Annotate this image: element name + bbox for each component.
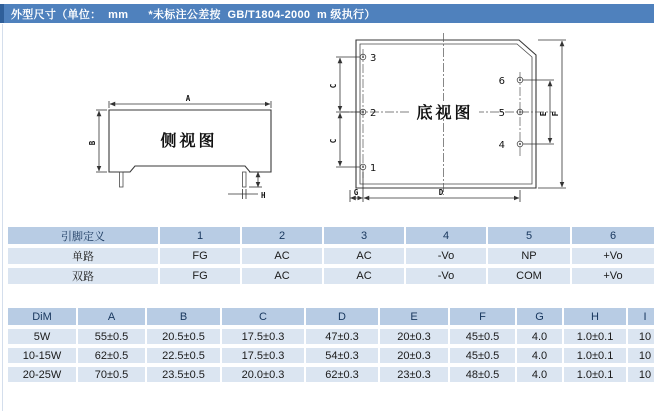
pin-table-cell: AC (242, 248, 322, 264)
bottom-view-title: 底视图 (416, 103, 474, 122)
dim-table-cell: 4.0 (517, 329, 562, 344)
pin-table-row-dual (8, 268, 654, 284)
pin-table-cell: AC (324, 268, 404, 284)
dimension-table (6, 304, 654, 386)
dim-table-header-cell: F (450, 308, 515, 325)
pin-table-header-row (8, 227, 654, 244)
dim-table-cell: 23.5±0.5 (147, 367, 220, 382)
dim-label-A: A (185, 94, 191, 103)
dim-table-cell: 55±0.5 (78, 329, 145, 344)
pin-label-2: 2 (370, 108, 377, 119)
dim-table-row-5w (8, 329, 654, 344)
pin-table-header-cell: 3 (324, 227, 404, 244)
pin-table-header-cell: 引脚定义 (8, 227, 158, 244)
dim-table-cell: 45±0.5 (450, 348, 515, 363)
dim-table-cell: 20±0.3 (380, 329, 448, 344)
dim-label-G: G (353, 188, 359, 197)
pin-table-cell: FG (160, 268, 240, 284)
pin-table-cell: AC (242, 268, 322, 284)
pin-table-header-cell: 6 (572, 227, 654, 244)
pin-label-3: 3 (370, 53, 377, 64)
pin-table-cell: AC (324, 248, 404, 264)
dim-table-cell: 47±0.3 (306, 329, 378, 344)
pin-table-header-cell: 1 (160, 227, 240, 244)
dim-table-header-cell: I (628, 308, 654, 325)
pin-table-cell: NP (488, 248, 570, 264)
dim-label-D: D (438, 188, 444, 197)
pin-table-cell: -Vo (406, 248, 486, 264)
dim-table-cell: 4.0 (517, 367, 562, 382)
pin-4-dot (519, 143, 521, 145)
dim-table-cell: 1.0±0.1 (564, 367, 626, 382)
side-view-drawing (88, 94, 271, 200)
pin-table-cell: FG (160, 248, 240, 264)
pin-label-1: 1 (370, 163, 377, 174)
pin-label-6: 6 (498, 76, 505, 87)
dim-table-header-cell: DiM (8, 308, 76, 325)
pin-table-header-cell: 2 (242, 227, 322, 244)
dim-table-header-row (8, 308, 654, 325)
dim-table-cell: 4.0 (517, 348, 562, 363)
pin-label-4: 4 (498, 140, 505, 151)
dim-table-header-cell: E (380, 308, 448, 325)
pin-3-dot (362, 56, 364, 58)
dim-table-header-cell: C (222, 308, 304, 325)
dim-table-cell: 10-15W (8, 348, 76, 363)
dim-table-cell: 1.0±0.1 (564, 329, 626, 344)
pin-table-cell: 双路 (8, 268, 158, 284)
pin-table-cell: COM (488, 268, 570, 284)
dim-table-header-cell: D (306, 308, 378, 325)
dim-table-cell: 20±0.3 (380, 348, 448, 363)
dim-label-C-lower: C (329, 138, 338, 144)
pin-5-dot (519, 111, 521, 113)
dim-table-cell: 17.5±0.3 (222, 329, 304, 344)
dim-label-H: H (261, 191, 266, 200)
pin-2-dot (362, 111, 364, 113)
dim-table-cell: 5W (8, 329, 76, 344)
dim-label-C-upper: C (329, 83, 338, 89)
pin-label-5: 5 (498, 108, 505, 119)
dim-table-cell: 20-25W (8, 367, 76, 382)
dim-label-F: F (551, 111, 560, 117)
dim-table-header-cell: B (147, 308, 220, 325)
dim-table-cell: 23±0.3 (380, 367, 448, 382)
dim-table-row-10-15w (8, 348, 654, 363)
dim-table-header-cell: A (78, 308, 145, 325)
dim-label-B: B (88, 140, 97, 146)
pin-table-header-cell: 4 (406, 227, 486, 244)
dim-table-cell: 10 (628, 348, 654, 363)
side-view-title: 侧视图 (160, 131, 218, 150)
side-view-pin-right (243, 172, 247, 187)
dim-table-cell: 54±0.3 (306, 348, 378, 363)
dim-table-row-20-25w (8, 367, 654, 382)
dim-table-cell: 1.0±0.1 (564, 348, 626, 363)
pin-1-dot (362, 166, 364, 168)
pin-table-cell: -Vo (406, 268, 486, 284)
bottom-view-drawing (329, 33, 566, 202)
pin-table-header-cell: 5 (488, 227, 570, 244)
pin-6-dot (519, 79, 521, 81)
pin-table-row-single (8, 248, 654, 264)
dim-table-cell: 62±0.3 (306, 367, 378, 382)
dim-table-cell: 20.5±0.5 (147, 329, 220, 344)
dim-table-header-cell: H (564, 308, 626, 325)
pin-table-cell: +Vo (572, 268, 654, 284)
pin-table-cell: 单路 (8, 248, 158, 264)
dim-table-cell: 45±0.5 (450, 329, 515, 344)
pin-table-cell: +Vo (572, 248, 654, 264)
dim-table-cell: 20.0±0.3 (222, 367, 304, 382)
pin-definition-table (6, 223, 654, 288)
dim-table-cell: 17.5±0.3 (222, 348, 304, 363)
dim-label-E: E (539, 111, 548, 117)
dim-table-cell: 70±0.5 (78, 367, 145, 382)
dim-table-cell: 62±0.5 (78, 348, 145, 363)
side-view-pin-left (120, 172, 124, 187)
dim-table-cell: 48±0.5 (450, 367, 515, 382)
dim-table-cell: 22.5±0.5 (147, 348, 220, 363)
section-title: 外型尺寸（单位： mm *未标注公差按 GB/T1804-2000 m 级执行） (11, 8, 376, 21)
dim-table-cell: 10 (628, 329, 654, 344)
dim-table-header-cell: G (517, 308, 562, 325)
dim-table-cell: 10 (628, 367, 654, 382)
